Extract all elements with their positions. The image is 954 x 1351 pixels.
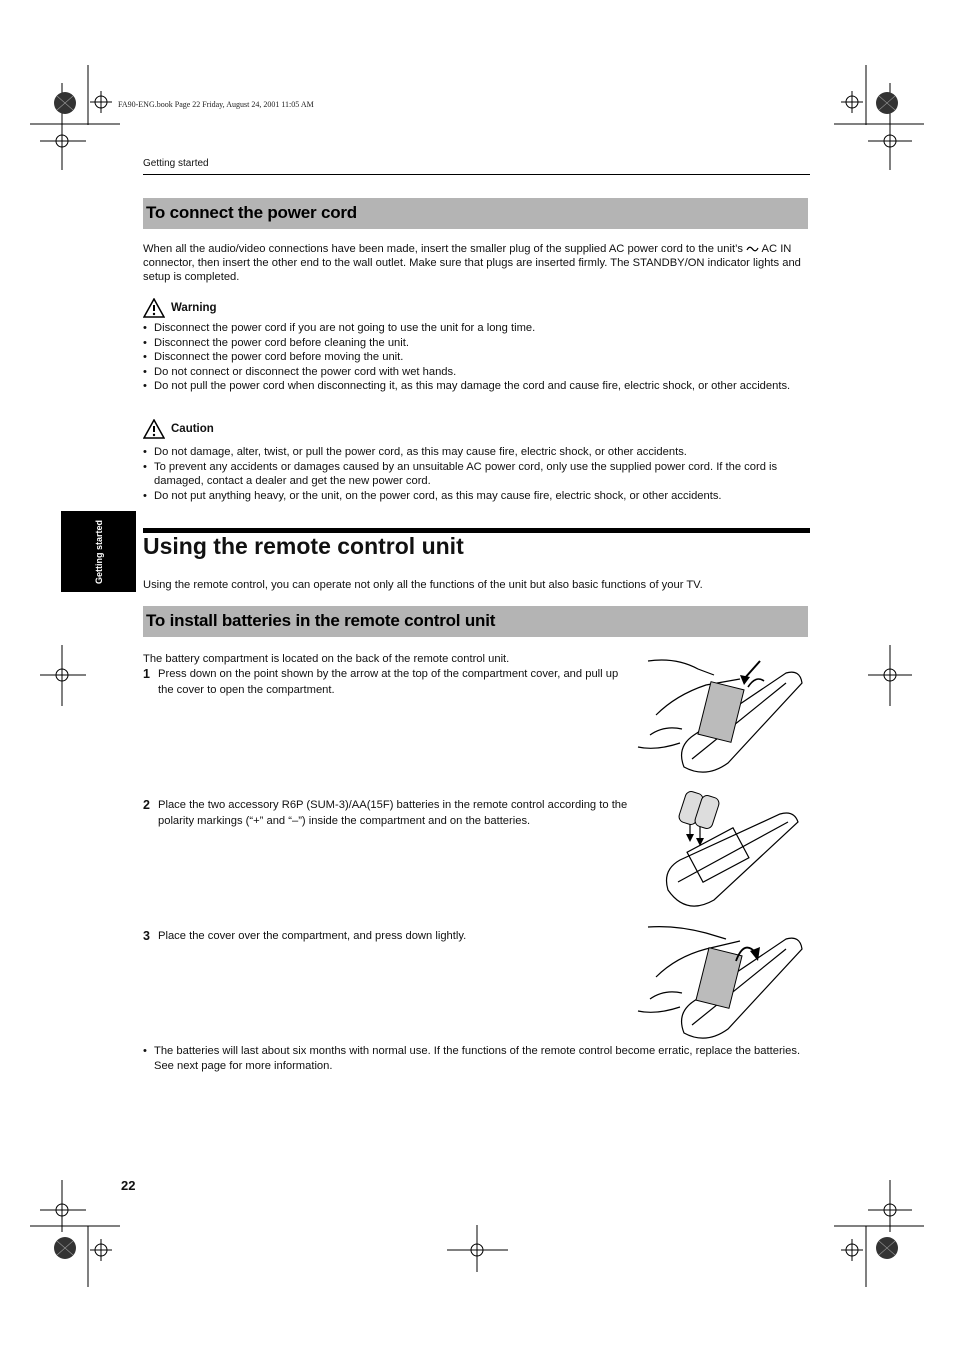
step-number: 3 xyxy=(143,929,150,943)
ac-symbol-icon xyxy=(746,245,759,253)
list-item: • Disconnect the power cord if you are not going to use the unit for a long time. xyxy=(143,321,809,336)
intro-text-b: AC IN connector, then insert the other end to the wall outlet. Make sure that plugs are inserted firmly. The STANDBY/ON indicator lights and setup is completed. xyxy=(143,243,801,284)
list-item: • The batteries will last about six months with normal use. If the functions of the remote control become erratic, replace the batteries. See next page for more information. xyxy=(143,1044,809,1073)
warning-label: Warning xyxy=(171,302,217,315)
chapter-intro: Using the remote control, you can operate not only all the functions of the unit but also basic functions of your TV. xyxy=(143,579,703,591)
chapter-title: Using the remote control unit xyxy=(143,533,464,559)
battery-note xyxy=(143,1044,809,1073)
close-cover-illustration xyxy=(636,921,806,1039)
warning-triangle-icon xyxy=(143,298,165,318)
section-title: To install batteries in the remote control unit xyxy=(146,611,496,630)
step-text: Place the two accessory R6P (SUM-3)/AA(15F) batteries in the remote control according to the polarity markings (“+” and “–”) inside the compartment and on the batteries. xyxy=(158,799,628,827)
list-item: • To prevent any accidents or damages caused by an unsuitable AC power cord, only use the supplied power cord. If the cord is damaged, contact a dealer and get the new power cord. xyxy=(143,460,809,489)
list-item: • Do not put anything heavy, or the unit, on the power cord, as this may cause fire, electric shock, or other accidents. xyxy=(143,489,809,504)
print-info: FA90-ENG.book Page 22 Friday, August 24, 2001 11:05 AM xyxy=(118,100,314,109)
insert-batteries-illustration xyxy=(662,782,810,912)
intro-text-a: When all the audio/video connections have been made, insert the smaller plug of the supplied AC power cord to the unit’s xyxy=(143,243,743,255)
step-1 xyxy=(143,667,628,698)
list-item: • Do not damage, alter, twist, or pull the power cord, as this may cause fire, electric shock, or other accidents. xyxy=(143,445,809,460)
caution-triangle-icon xyxy=(143,419,165,439)
step-3 xyxy=(143,929,628,945)
open-cover-illustration xyxy=(636,655,806,773)
section-title: To connect the power cord xyxy=(146,203,357,222)
caution-list xyxy=(143,445,809,503)
power-cord-intro xyxy=(143,242,809,285)
running-header: Getting started xyxy=(143,158,209,169)
list-item: • Disconnect the power cord before cleaning the unit. xyxy=(143,336,809,351)
page-number: 22 xyxy=(121,1178,136,1193)
warning-list xyxy=(143,321,809,394)
list-item: • Do not connect or disconnect the power cord with wet hands. xyxy=(143,365,809,380)
step-number: 2 xyxy=(143,798,150,812)
section-heading-power-cord xyxy=(143,198,808,229)
list-item: • Do not pull the power cord when disconnecting it, as this may damage the cord and cause fire, electric shock, or other accidents. xyxy=(143,379,809,394)
step-text: Place the cover over the compartment, and press down lightly. xyxy=(158,930,467,942)
batteries-intro: The battery compartment is located on the back of the remote control unit. xyxy=(143,653,510,665)
section-heading-batteries xyxy=(143,606,808,637)
warning-heading xyxy=(143,298,217,318)
step-2 xyxy=(143,798,628,829)
caution-label: Caution xyxy=(171,423,214,436)
caution-heading xyxy=(143,419,214,439)
step-text: Press down on the point shown by the arrow at the top of the compartment cover, and pull up the cover to open the compartment. xyxy=(158,668,619,696)
step-number: 1 xyxy=(143,667,150,681)
side-tab-label: Getting started xyxy=(93,519,104,584)
side-tab xyxy=(61,511,136,592)
list-item: • Disconnect the power cord before moving the unit. xyxy=(143,350,809,365)
header-rule xyxy=(143,174,810,175)
